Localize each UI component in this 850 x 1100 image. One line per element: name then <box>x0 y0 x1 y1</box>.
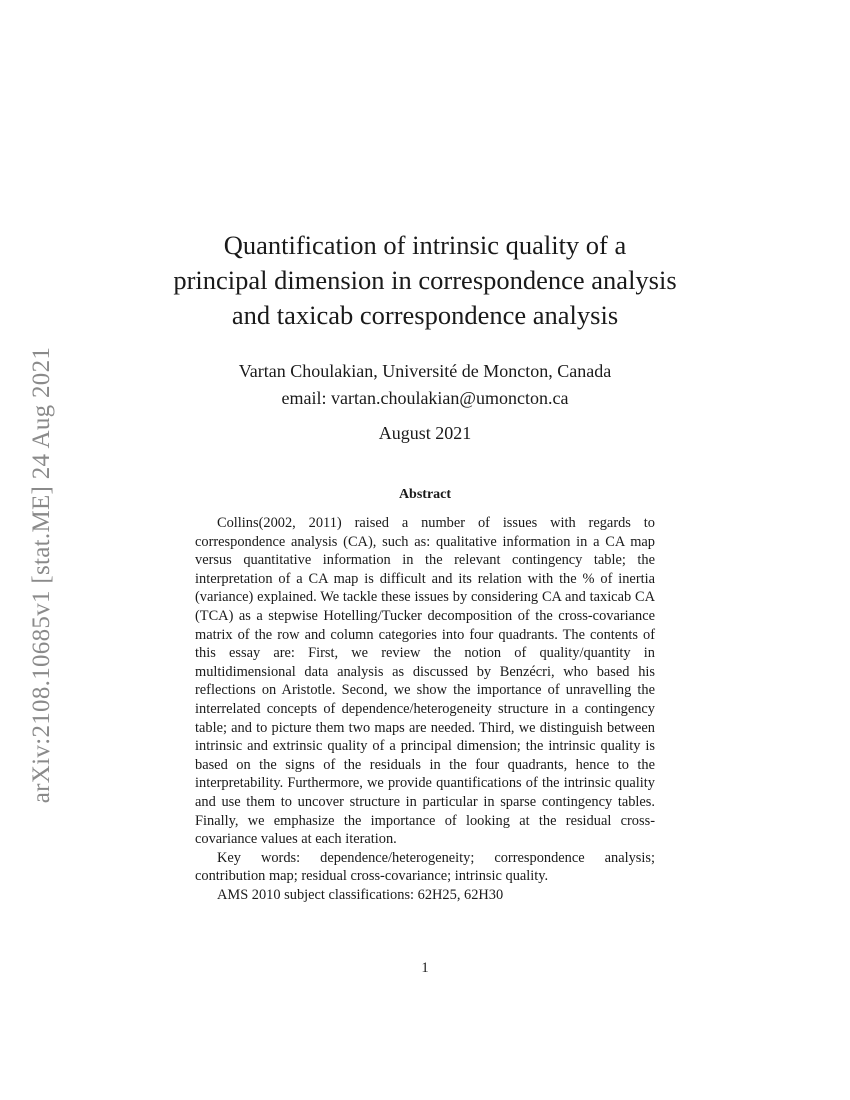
ams-classification: AMS 2010 subject classifications: 62H25, 62H30 <box>217 886 504 903</box>
abstract-heading: Abstract <box>398 487 452 502</box>
abstract-paragraph: Collins(2002, 2011) raised a number of issues with regards to correspondence analysis (CA), such as: qualitative information in a CA map versus quantitative information in the relevant contingency table; the interpretation of a CA map is difficult and its relation with the % of inertia (variance) explained. We tackle these issues by considering CA and taxicab CA (TCA) as a stepwise Hotelling/Tucker decomposition of the cross-covariance matrix of the row and column categories into four quadrants. The contents of this essay are: First, we review the notion of quality/quantity in multidimensional data analysis as discussed by Benzécri, who based his reflections on Aristotle. Second, we show the importance of unravelling the interrelated concepts of dependence/heterogeneity structure in a contingency table; and to picture them two maps are needed. Third, we distinguish between intrinsic and extrinsic quality of a principal dimension; the intrinsic quality is based on the signs of the residuals in the four quadrants, hence to the interpretability. Furthermore, we provide quantifications of the intrinsic quality and use them to uncover structure in particular in sparse contingency tables. Finally, we emphasize the importance of looking at the residual cross-covariance values at each iteration. <box>195 515 655 848</box>
title-line: and taxicab correspondence analysis <box>231 300 619 330</box>
page-number: 1 <box>421 960 429 976</box>
keywords-paragraph: Key words: dependence/heterogeneity; correspondence analysis; contribution map; residual cross-covariance; intrinsic quality. <box>195 849 655 885</box>
title-line: Quantification of intrinsic quality of a <box>223 230 627 260</box>
paper-date: August 2021 <box>378 423 472 443</box>
author-email: email: vartan.choulakian@umoncton.ca <box>281 388 569 408</box>
author-block <box>155 358 695 412</box>
title-line: principal dimension in correspondence analysis <box>173 265 677 295</box>
arxiv-identifier-stamp: arXiv:2108.10685v1 [stat.ME] 24 Aug 2021 <box>28 346 55 804</box>
paper-title <box>145 228 705 333</box>
author-affiliation: Vartan Choulakian, Université de Moncton, Canada <box>238 361 612 381</box>
abstract-body <box>195 514 655 904</box>
